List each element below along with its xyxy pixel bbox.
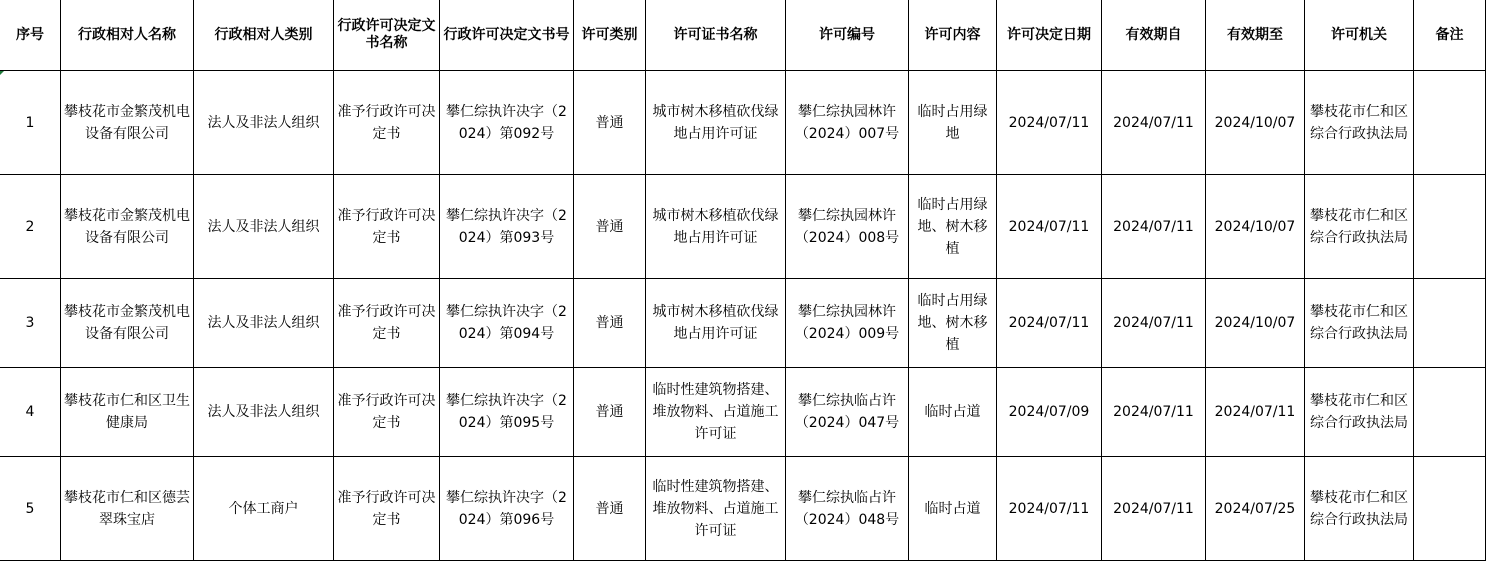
cell-decision-doc-number[interactable]: 攀仁综执许决字（2024）第093号	[440, 175, 574, 279]
cell-valid-from[interactable]: 2024/07/11	[1102, 71, 1206, 175]
cell-index[interactable]: 2	[0, 175, 61, 279]
cell-decision-date[interactable]: 2024/07/11	[997, 279, 1102, 368]
header-cell-decision-doc-number[interactable]: 行政许可决定文书号	[440, 0, 574, 71]
cell-authority[interactable]: 攀枝花市仁和区综合行政执法局	[1305, 457, 1414, 561]
cell-valid-from[interactable]: 2024/07/11	[1102, 457, 1206, 561]
header-cell-valid-from[interactable]: 有效期自	[1102, 0, 1206, 71]
table-row	[0, 368, 1486, 457]
cell-valid-to[interactable]: 2024/10/07	[1206, 175, 1305, 279]
header-cell-authority[interactable]: 许可机关	[1305, 0, 1414, 71]
cell-party-name[interactable]: 攀枝花市金繁茂机电设备有限公司	[61, 175, 194, 279]
cell-decision-doc-name[interactable]: 准予行政许可决定书	[334, 279, 440, 368]
cell-permit-type[interactable]: 普通	[574, 175, 646, 279]
header-cell-decision-date[interactable]: 许可决定日期	[997, 0, 1102, 71]
cell-party-type[interactable]: 法人及非法人组织	[194, 175, 334, 279]
cell-party-type[interactable]: 个体工商户	[194, 457, 334, 561]
cell-decision-date[interactable]: 2024/07/11	[997, 457, 1102, 561]
cell-permit-content[interactable]: 临时占用绿地、树木移植	[909, 175, 997, 279]
cell-authority[interactable]: 攀枝花市仁和区综合行政执法局	[1305, 175, 1414, 279]
cell-note-indicator	[0, 71, 4, 75]
cell-remarks[interactable]	[1414, 279, 1486, 368]
cell-decision-doc-name[interactable]: 准予行政许可决定书	[334, 175, 440, 279]
header-cell-permit-number[interactable]: 许可编号	[786, 0, 909, 71]
cell-decision-doc-name[interactable]: 准予行政许可决定书	[334, 368, 440, 457]
cell-valid-to[interactable]: 2024/10/07	[1206, 71, 1305, 175]
cell-decision-date[interactable]: 2024/07/11	[997, 175, 1102, 279]
cell-decision-doc-number[interactable]: 攀仁综执许决字（2024）第095号	[440, 368, 574, 457]
cell-certificate-name[interactable]: 城市树木移植砍伐绿地占用许可证	[646, 279, 786, 368]
cell-certificate-name[interactable]: 临时性建筑物搭建、堆放物料、占道施工许可证	[646, 368, 786, 457]
cell-permit-number[interactable]: 攀仁综执临占许（2024）048号	[786, 457, 909, 561]
cell-permit-type[interactable]: 普通	[574, 457, 646, 561]
cell-certificate-name[interactable]: 临时性建筑物搭建、堆放物料、占道施工许可证	[646, 457, 786, 561]
cell-index[interactable]: 3	[0, 279, 61, 368]
cell-party-type[interactable]: 法人及非法人组织	[194, 368, 334, 457]
header-cell-valid-to[interactable]: 有效期至	[1206, 0, 1305, 71]
cell-party-type[interactable]: 法人及非法人组织	[194, 71, 334, 175]
cell-permit-content[interactable]: 临时占用绿地	[909, 71, 997, 175]
cell-party-name[interactable]: 攀枝花市仁和区卫生健康局	[61, 368, 194, 457]
table-row	[0, 175, 1486, 279]
cell-valid-to[interactable]: 2024/10/07	[1206, 279, 1305, 368]
cell-permit-content[interactable]: 临时占用绿地、树木移植	[909, 279, 997, 368]
cell-permit-number[interactable]: 攀仁综执临占许（2024）047号	[786, 368, 909, 457]
header-cell-party-name[interactable]: 行政相对人名称	[61, 0, 194, 71]
cell-valid-to[interactable]: 2024/07/25	[1206, 457, 1305, 561]
cell-authority[interactable]: 攀枝花市仁和区综合行政执法局	[1305, 279, 1414, 368]
cell-decision-doc-name[interactable]: 准予行政许可决定书	[334, 71, 440, 175]
header-cell-remarks[interactable]: 备注	[1414, 0, 1486, 71]
cell-permit-content[interactable]: 临时占道	[909, 368, 997, 457]
cell-authority[interactable]: 攀枝花市仁和区综合行政执法局	[1305, 71, 1414, 175]
cell-valid-from[interactable]: 2024/07/11	[1102, 368, 1206, 457]
cell-valid-from[interactable]: 2024/07/11	[1102, 279, 1206, 368]
table-row	[0, 279, 1486, 368]
cell-permit-number[interactable]: 攀仁综执园林许（2024）009号	[786, 279, 909, 368]
cell-party-name[interactable]: 攀枝花市仁和区德芸翠珠宝店	[61, 457, 194, 561]
cell-certificate-name[interactable]: 城市树木移植砍伐绿地占用许可证	[646, 71, 786, 175]
table-row	[0, 71, 1486, 175]
cell-valid-from[interactable]: 2024/07/11	[1102, 175, 1206, 279]
header-cell-certificate-name[interactable]: 许可证书名称	[646, 0, 786, 71]
cell-certificate-name[interactable]: 城市树木移植砍伐绿地占用许可证	[646, 175, 786, 279]
cell-remarks[interactable]	[1414, 175, 1486, 279]
table-row	[0, 457, 1486, 561]
cell-permit-type[interactable]: 普通	[574, 279, 646, 368]
cell-party-name[interactable]: 攀枝花市金繁茂机电设备有限公司	[61, 71, 194, 175]
header-cell-permit-type[interactable]: 许可类别	[574, 0, 646, 71]
cell-decision-date[interactable]: 2024/07/11	[997, 71, 1102, 175]
cell-decision-date[interactable]: 2024/07/09	[997, 368, 1102, 457]
cell-valid-to[interactable]: 2024/07/11	[1206, 368, 1305, 457]
header-cell-index[interactable]: 序号	[0, 0, 61, 71]
cell-permit-content[interactable]: 临时占道	[909, 457, 997, 561]
header-cell-permit-content[interactable]: 许可内容	[909, 0, 997, 71]
cell-permit-number[interactable]: 攀仁综执园林许（2024）007号	[786, 71, 909, 175]
cell-permit-type[interactable]: 普通	[574, 71, 646, 175]
cell-remarks[interactable]	[1414, 457, 1486, 561]
cell-authority[interactable]: 攀枝花市仁和区综合行政执法局	[1305, 368, 1414, 457]
cell-remarks[interactable]	[1414, 368, 1486, 457]
cell-party-type[interactable]: 法人及非法人组织	[194, 279, 334, 368]
header-cell-decision-doc-name[interactable]: 行政许可决定文书名称	[334, 0, 440, 71]
cell-decision-doc-number[interactable]: 攀仁综执许决字（2024）第094号	[440, 279, 574, 368]
cell-decision-doc-number[interactable]: 攀仁综执许决字（2024）第092号	[440, 71, 574, 175]
cell-index[interactable]: 4	[0, 368, 61, 457]
cell-index[interactable]: 1	[0, 71, 61, 175]
cell-remarks[interactable]	[1414, 71, 1486, 175]
cell-decision-doc-number[interactable]: 攀仁综执许决字（2024）第096号	[440, 457, 574, 561]
cell-index[interactable]: 5	[0, 457, 61, 561]
cell-permit-number[interactable]: 攀仁综执园林许（2024）008号	[786, 175, 909, 279]
cell-decision-doc-name[interactable]: 准予行政许可决定书	[334, 457, 440, 561]
header-cell-party-type[interactable]: 行政相对人类别	[194, 0, 334, 71]
cell-permit-type[interactable]: 普通	[574, 368, 646, 457]
header-row	[0, 0, 1486, 71]
cell-party-name[interactable]: 攀枝花市金繁茂机电设备有限公司	[61, 279, 194, 368]
